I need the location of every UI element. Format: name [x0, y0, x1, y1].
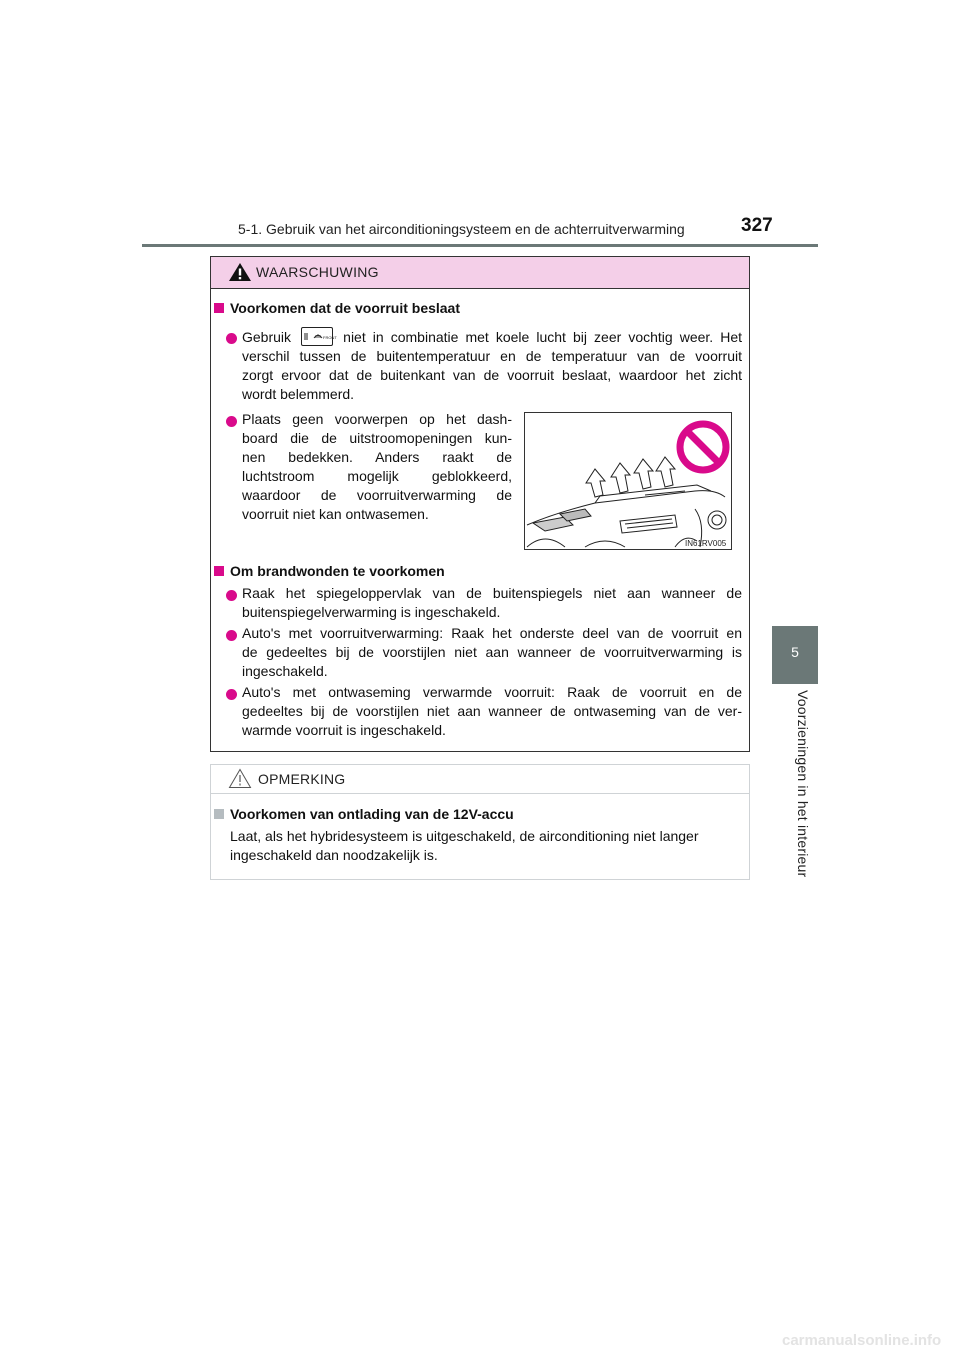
note-heading: Voorkomen van ontlading van de 12V-accu	[214, 806, 514, 822]
square-bullet-icon	[214, 303, 224, 313]
page-number: 327	[741, 215, 773, 236]
dashboard-illustration	[524, 412, 732, 550]
caution-outline-icon	[228, 768, 252, 789]
section-heading-burns: Om brandwonden te voorkomen	[214, 563, 445, 579]
square-bullet-icon	[214, 566, 224, 576]
bullet-heated-windshield: Auto's met ontwaseming verwarmde voorruit: Raak de voorruit en de gedeeltes bij de voorstijlen niet aan wanneer de ontwaseming van de ver- warmde voorruit is ingeschakeld.	[242, 684, 742, 738]
square-bullet-icon	[214, 809, 224, 819]
round-bullet-icon	[226, 630, 237, 641]
section-heading-fogging: Voorkomen dat de voorruit beslaat	[214, 300, 460, 316]
chapter-tab	[772, 626, 818, 684]
warning-title: WAARSCHUWING	[256, 264, 379, 280]
note-title: OPMERKING	[258, 771, 346, 787]
bullet-windshield-heater: Auto's met voorruitverwarming: Raak het onderste deel van de voorruit en de gedeeltes bij de voorstijlen niet aan wanneer de voorruitverwarming is ingeschakeld.	[242, 625, 742, 679]
header-rule	[142, 244, 818, 247]
round-bullet-icon	[226, 689, 237, 700]
note-header	[211, 765, 749, 794]
warning-triangle-icon	[228, 262, 252, 282]
bullet-mirror-heater: Raak het spiegeloppervlak van de buitenspiegels niet aan wanneer de buitenspiegelverwarming is ingeschakeld.	[242, 585, 742, 620]
svg-text:FRONT: FRONT	[323, 335, 337, 340]
prohibited-icon	[680, 424, 726, 470]
chapter-title: Voorzieningen in het interieur	[795, 690, 811, 878]
warning-header	[211, 257, 749, 289]
round-bullet-icon	[226, 416, 237, 427]
section-title: 5-1. Gebruik van het airconditioningsysteem en de achterruitverwarming	[238, 221, 685, 237]
bullet-dashboard-objects: Plaats geen voorwerpen op het dash- board die de uitstroomopeningen kun- nen bedekken. Anders raakt de luchtstroom mogelijk geblokkeerd, waardoor de voorruitverwarming de voorruit niet kan ontwasemen.	[242, 411, 512, 522]
round-bullet-icon	[226, 333, 237, 344]
round-bullet-icon	[226, 590, 237, 601]
bullet-defroster: Gebruik FRONT niet in combinatie met koele lucht bij zeer vochtig weer. Het verschil tussen de buitentemperatuur en de temperatuur van de voorruit zorgt ervoor dat de buitenkant van de voorruit beslaat, waardoor het zicht wordt belemmerd.	[242, 329, 743, 402]
dashboard-vents-drawing	[525, 413, 731, 549]
note-body: Laat, als het hybridesysteem is uitgeschakeld, de airconditioning niet langer ingeschakeld dan noodzakelijk is.	[230, 828, 699, 863]
chapter-number: 5	[791, 644, 799, 660]
illustration-code: IN61RV005	[685, 539, 727, 548]
front-defroster-button-icon	[301, 327, 337, 346]
watermark: carmanualsonline.info	[782, 1332, 942, 1349]
